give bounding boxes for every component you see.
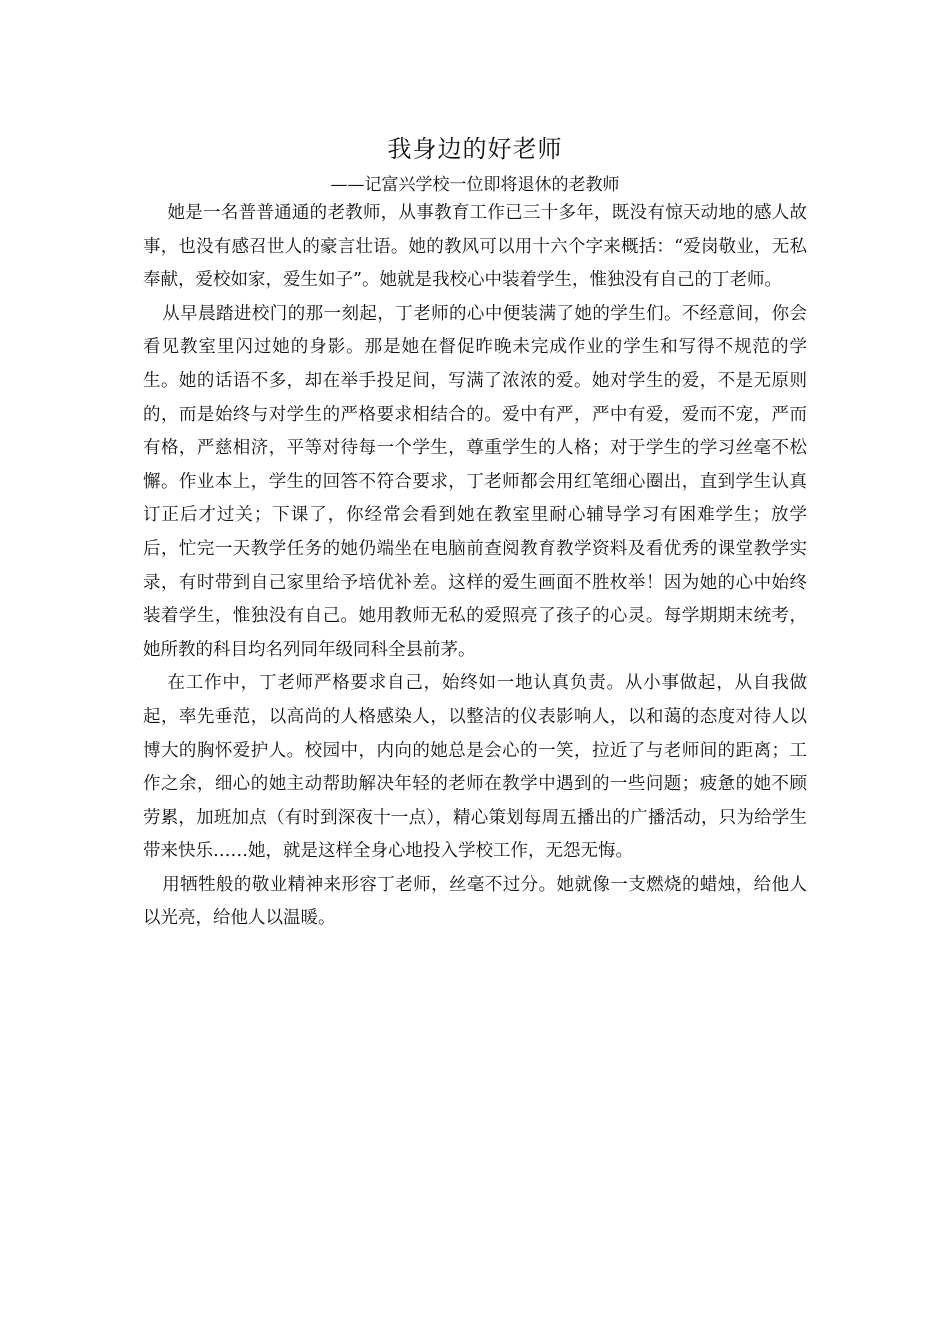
paragraph-3: 在工作中，丁老师严格要求自己，始终如一地认真负责。从小事做起，从自我做起，率先垂范，以高尚的人格感染人，以整洁的仪表影响人，以和蔼的态度对待人以博大的胸怀爱护人。校园中，内向的她总是会心的一笑，拉近了与老师间的距离；工作之余，细心的她主动帮助解决年轻的老师在教学中遇到的一些问题；疲惫的她不顾劳累，加班加点（有时到深夜十一点），精心策划每周五播出的广播活动，只为给学生带来快乐……她，就是这样全身心地投入学校工作，无怨无悔。 (143, 673, 807, 862)
document-subtitle: ——记富兴学校一位即将退休的老教师 (330, 175, 620, 195)
document-body (143, 197, 807, 936)
paragraph-2: 从早晨踏进校门的那一刻起，丁老师的心中便装满了她的学生们。不经意间，你会看见教室里闪过她的身影。那是她在督促昨晚未完成作业的学生和写得不规范的学生。她的话语不多，却在举手投足间，写满了浓浓的爱。她对学生的爱，不是无原则的，而是始终与对学生的严格要求相结合的。爱中有严，严中有爱，爱而不宠，严而有格，严慈相济，平等对待每一个学生，尊重学生的人格；对于学生的学习丝毫不松懈。作业本上，学生的回答不符合要求，丁老师都会用红笔细心圈出，直到学生认真订正后才过关；下课了，你经常会看到她在教室里耐心辅导学习有困难学生；放学后，忙完一天教学任务的她仍端坐在电脑前查阅教育教学资料及看优秀的课堂教学实录，有时带到自己家里给予培优补差。这样的爱生画面不胜枚举！因为她的心中始终装着学生，惟独没有自己。她用教师无私的爱照亮了孩子的心灵。每学期期末统考，她所教的科目均名列同年级同科全县前茅。 (143, 303, 807, 660)
paragraph-4: 用牺牲般的敬业精神来形容丁老师，丝毫不过分。她就像一支燃烧的蜡烛，给他人以光亮，给他人以温暖。 (143, 874, 807, 929)
paragraph-1: 她是一名普普通通的老教师，从事教育工作已三十多年，既没有惊天动地的感人故事，也没有感召世人的豪言壮语。她的教风可以用十六个字来概括：“爱岗敬业，无私奉献，爱校如家，爱生如子”。她就是我校心中装着学生，惟独没有自己的丁老师。 (143, 203, 807, 291)
document-title: 我身边的好老师 (387, 135, 563, 163)
